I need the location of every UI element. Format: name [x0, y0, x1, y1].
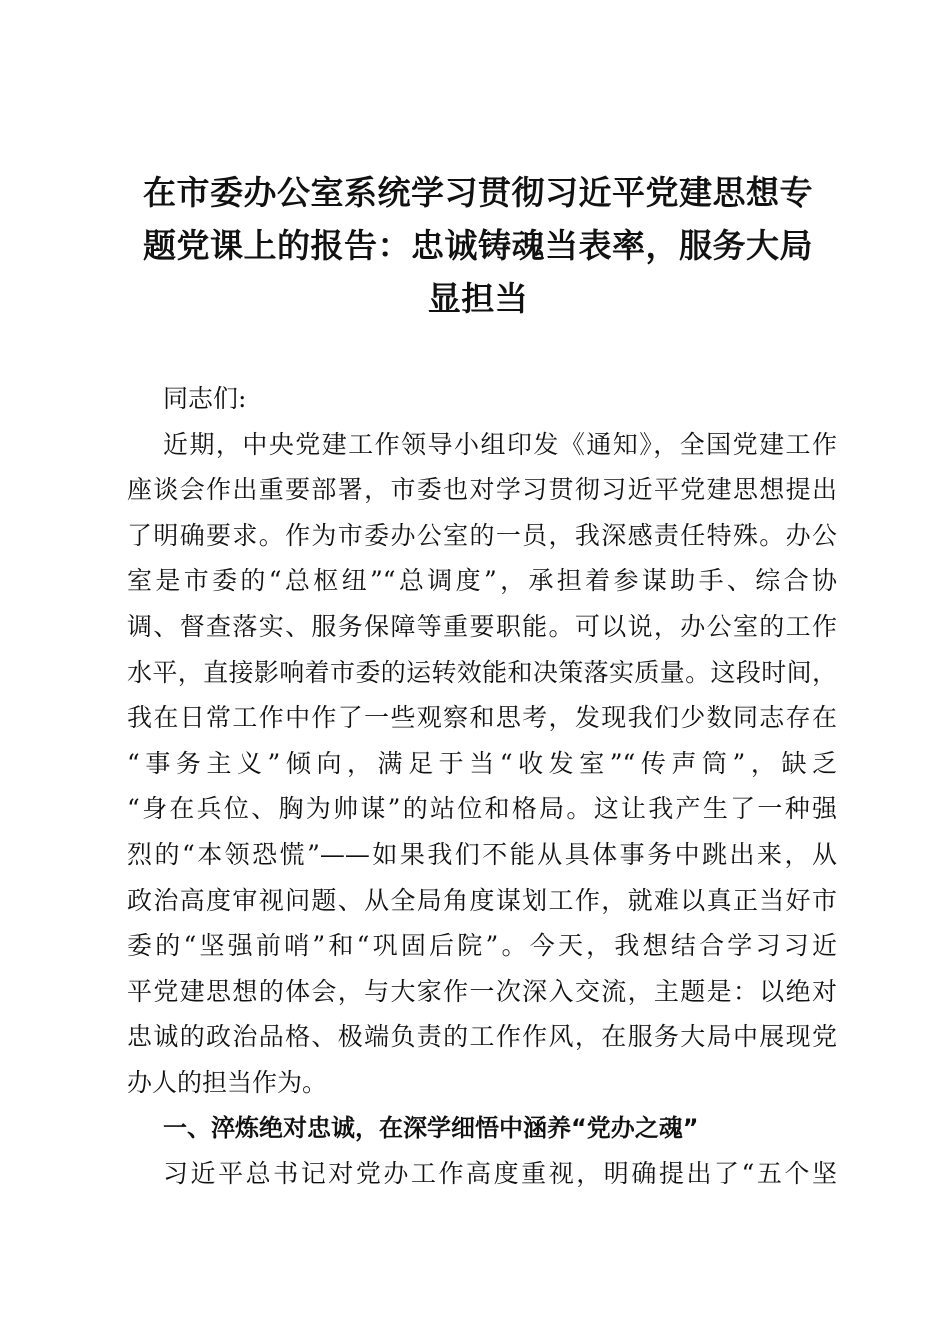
paragraph-line: 习近平总书记对党办工作高度重视，明确提出了“五个坚 [163, 1159, 837, 1189]
section-heading: 一、淬炼绝对忠诚，在深学细悟中涵养“党办之魂” [163, 1113, 699, 1142]
title-line: 题党课上的报告：忠诚铸魂当表率，服务大局 [143, 226, 813, 265]
paragraph-line: 政治高度审视问题、从全局角度谋划工作，就难以真正当好市 [127, 885, 837, 915]
paragraph-line: 调、督查落实、服务保障等重要职能。可以说，办公室的工作 [127, 611, 837, 641]
paragraph-line: 了明确要求。作为市委办公室的一员，我深感责任特殊。办公 [127, 520, 837, 550]
paragraph-line: “身在兵位、胸为帅谋”的站位和格局。这让我产生了一种强 [127, 794, 837, 824]
paragraph-line: 我在日常工作中作了一些观察和思考，发现我们少数同志存在 [127, 703, 837, 733]
paragraph-line: 水平，直接影响着市委的运转效能和决策落实质量。这段时间， [127, 657, 837, 687]
paragraph-line: 室是市委的“总枢纽”“总调度”，承担着参谋助手、综合协 [127, 566, 837, 596]
paragraph-line: 烈的“本领恐慌”——如果我们不能从具体事务中跳出来，从 [127, 839, 837, 869]
paragraph-line: 座谈会作出重要部署，市委也对学习贯彻习近平党建思想提出 [127, 475, 837, 505]
paragraph-line: 办人的担当作为。 [127, 1067, 328, 1097]
title-line: 在市委办公室系统学习贯彻习近平党建思想专 [143, 173, 813, 212]
title-line: 显担当 [427, 279, 529, 318]
paragraph-line: 平党建思想的体会，与大家作一次深入交流，主题是：以绝对 [127, 976, 837, 1006]
document-body [127, 376, 837, 1197]
paragraph-intro [127, 422, 837, 1106]
paragraph-section-one [127, 1151, 837, 1197]
document-title [118, 166, 838, 325]
paragraph-line: 忠诚的政治品格、极端负责的工作作风，在服务大局中展现党 [127, 1022, 837, 1052]
paragraph-line: 委的“坚强前哨”和“巩固后院”。今天，我想结合学习习近 [127, 931, 837, 961]
paragraph-line: 近期，中央党建工作领导小组印发《通知》，全国党建工作 [163, 429, 837, 459]
paragraph-line: “事务主义”倾向，满足于当“收发室”“传声筒”，缺乏 [127, 748, 837, 778]
salutation: 同志们: [163, 384, 247, 413]
